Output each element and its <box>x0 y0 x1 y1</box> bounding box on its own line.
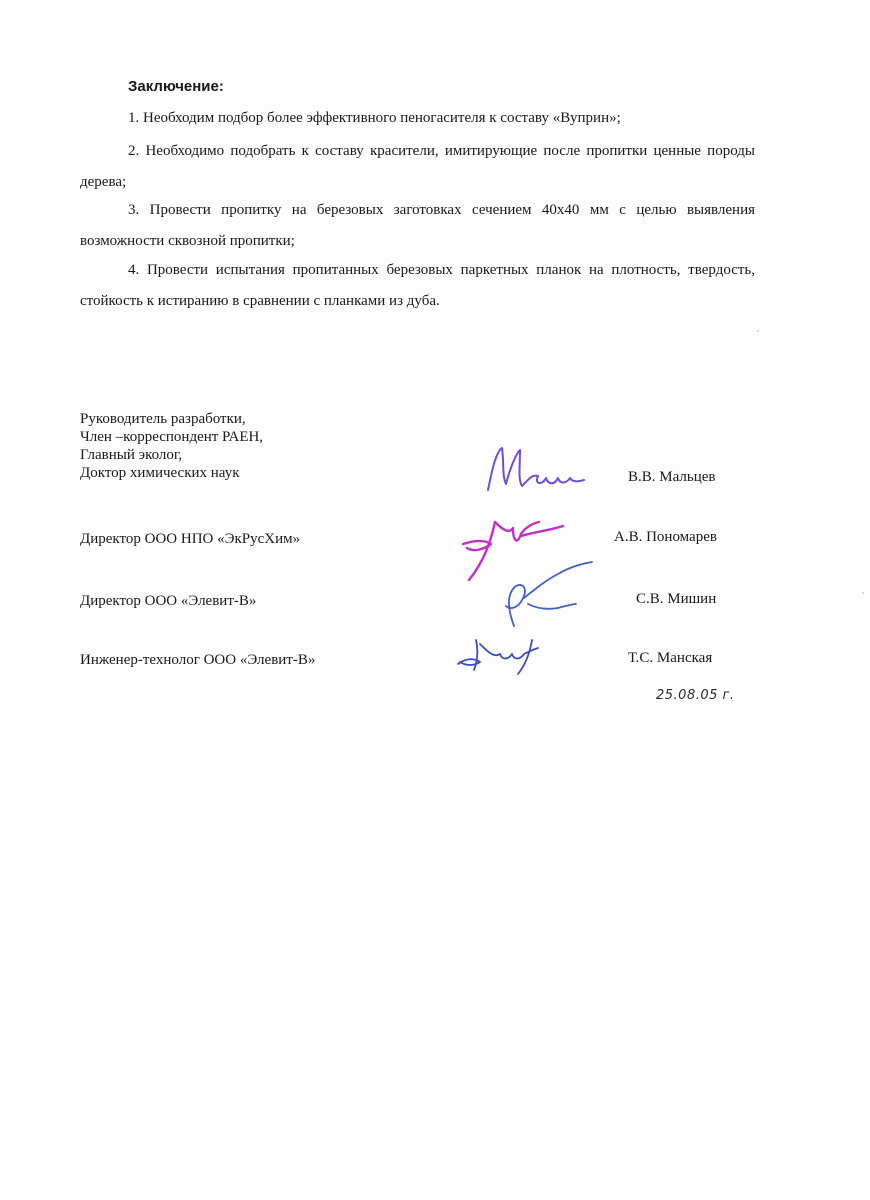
signatory-4-title-line-1: Инженер-технолог ООО «Элевит-В» <box>80 652 316 668</box>
conclusion-item-1: 1. Необходим подбор более эффективного пеногасителя к составу «Вуприн»; <box>128 110 621 126</box>
signatory-1-signature-icon <box>478 440 598 500</box>
signatory-3-title <box>80 592 256 610</box>
conclusion-item-3: 3. Провести пропитку на березовых заготовках сечением 40х40 мм с целью выявления возможности сквозной пропитки; <box>80 202 755 249</box>
conclusion-item-2: 2. Необходимо подобрать к составу красители, имитирующие после пропитки ценные породы дерева; <box>80 143 755 190</box>
signatory-1-title-line-4: Доктор химических наук <box>80 465 240 481</box>
signatory-1-title-line-1: Руководитель разработки, <box>80 411 246 427</box>
scan-speck <box>757 330 759 332</box>
signatory-3-name: С.В. Мишин <box>636 591 717 607</box>
date-stamp: 25.08.05 г. <box>656 688 735 703</box>
signatory-1-name: В.В. Мальцев <box>628 469 716 485</box>
signatory-1-title <box>80 410 263 482</box>
signatory-1-title-line-2: Член –корреспондент РАЕН, <box>80 429 264 445</box>
signatory-4-title <box>80 651 315 669</box>
signatory-2-name: А.В. Пономарев <box>614 529 717 545</box>
signatory-2-title-line-1: Директор ООО НПО «ЭкРусХим» <box>80 531 301 547</box>
signatory-3-signature-icon <box>480 560 600 635</box>
conclusion-heading: Заключение: <box>128 78 224 95</box>
signatory-1-title-line-3: Главный эколог, <box>80 447 183 463</box>
signatory-2-title <box>80 530 300 548</box>
signatory-4-name: Т.С. Манская <box>628 650 713 666</box>
signatory-4-signature-icon <box>452 630 562 680</box>
signatory-3-title-line-1: Директор ООО «Элевит-В» <box>80 593 257 609</box>
conclusion-item-4: 4. Провести испытания пропитанных березовых паркетных планок на плотность, твердость, стойкость к истиранию в сравнении с планками из дуба. <box>80 262 755 309</box>
scan-speck <box>862 592 864 594</box>
